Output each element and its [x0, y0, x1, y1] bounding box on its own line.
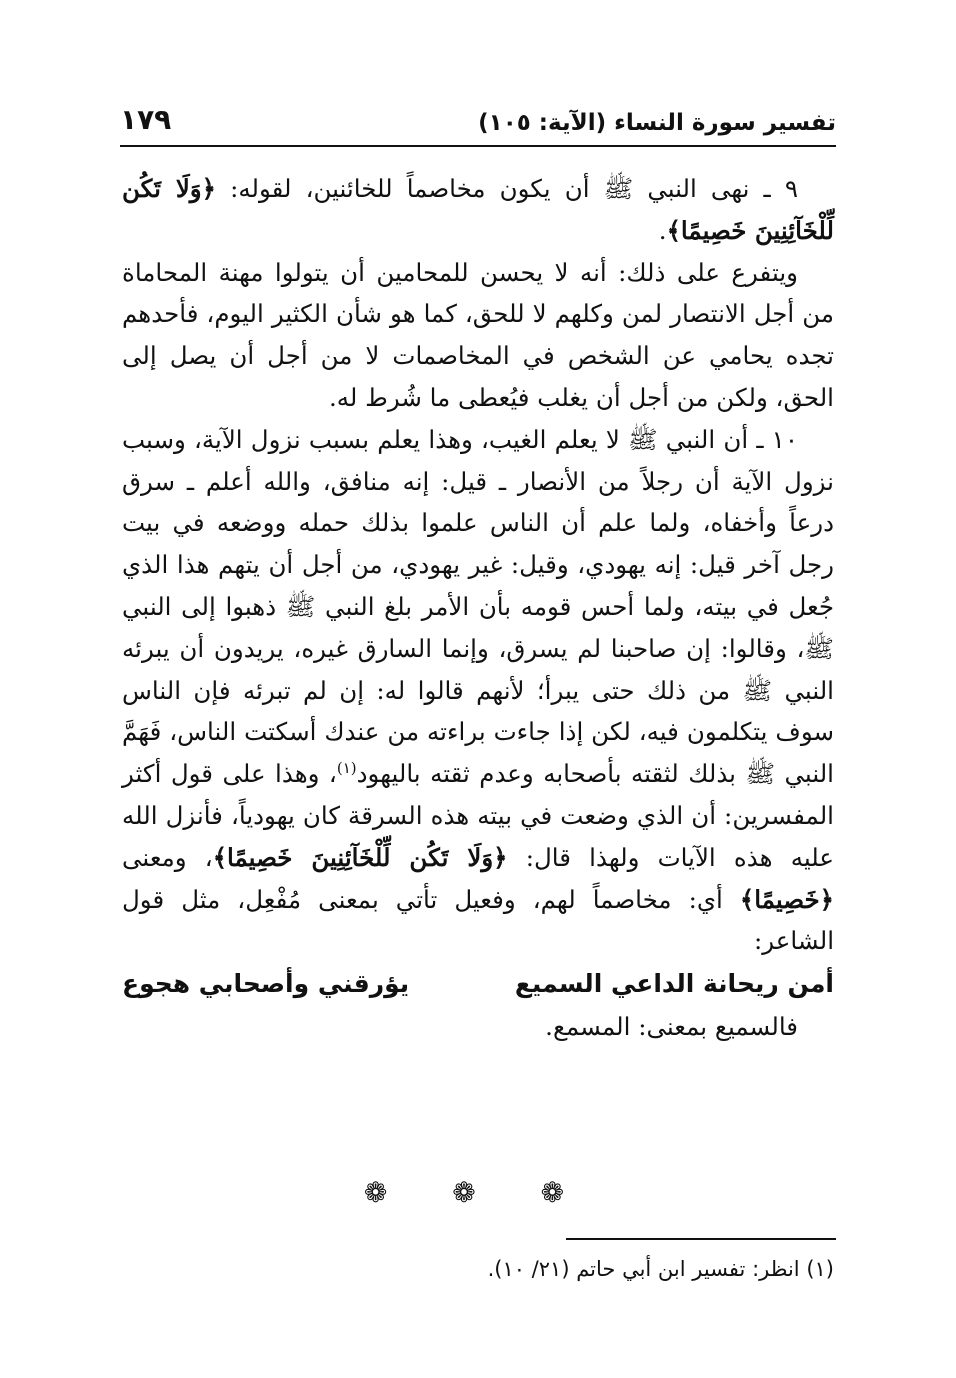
verse-second-hemistich: يؤرقني وأصحابي هجوع	[122, 969, 410, 999]
paragraph-text: ، وهذا على قول أكثر المفسرين: أن الذي وضعت في بيته هذه السرقة كان يهودياً، فأنزل الله عليه هذه الآيات ولهذا قال:	[122, 759, 834, 872]
header-title: تفسير سورة النساء (الآية: ١٠٥)	[478, 110, 836, 136]
footnote-marker: (١)	[336, 759, 357, 777]
main-text	[122, 168, 834, 1048]
paragraph-text: ، ومعنى	[122, 842, 213, 872]
footnote-divider	[566, 1238, 836, 1240]
paragraph-text: ويتفرع على ذلك: أنه لا يحسن للمحامين أن يتولوا مهنة المحاماة من أجل الانتصار لمن وكلهم لا للحق، كما هو شأن الكثير اليوم، فأحدهم تجده يحامي عن الشخص في المخاصمات لا من أجل أن يصل إلى الحق، ولكن من أجل أن يغلب فيُعطى ما شُرط له.	[122, 257, 834, 412]
header-divider	[120, 145, 836, 147]
paragraph-closing	[122, 1006, 834, 1048]
paragraph-point-10	[122, 419, 834, 962]
quran-quote: ﴿وَلَا تَكُن لِّلْخَآئِنِينَ خَصِيمًا﴾	[122, 174, 834, 245]
paragraph-text: ١٠ ـ أن النبي ﷺ لا يعلم الغيب، وهذا يعلم بسبب نزول الآية، وسبب نزول الآية أن رجلاً من الأنصار ـ قيل: إنه منافق، والله أعلم ـ سرق درعاً وأخفاه، ولما علم أن الناس علموا بذلك حمله ووضعه في بيت رجل آخر قيل: إنه يهودي، وقيل: غير يهودي، من أجل أن يتهم هذا الذي جُعل في بيته، ولما أحس قومه بأن الأمر بلغ النبي ﷺ ذهبوا إلى النبي ﷺ، وقالوا: إن صاحبنا لم يسرق، وإنما السارق غيره، يريدون أن يبرئه النبي ﷺ من ذلك حتى يبرأ؛ لأنهم قالوا له: إن لم تبرئه فإن الناس سوف يتكلمون فيه، لكن إذا جاءت براءته من عندك أسكتت الناس، فَهَمَّ النبي ﷺ بذلك لثقته بأصحابه وعدم ثقته باليهود	[122, 424, 834, 789]
paragraph-text: أي: مخاصماً لهم، وفعيل تأتي بمعنى مُفْعِل، مثل قول الشاعر:	[122, 884, 834, 956]
paragraph-text: ٩ ـ نهى النبي ﷺ أن يكون مخاصماً للخائنين، لقوله:	[230, 174, 798, 203]
punctuation: .	[658, 215, 667, 245]
section-separator-ornament: ❁ ❁ ❁	[363, 1176, 593, 1209]
page-number: ١٧٩	[120, 103, 172, 136]
poetry-verse	[122, 962, 834, 1006]
quran-quote: ﴿خَصِيمًا﴾	[739, 884, 834, 914]
paragraph-lawyers	[122, 252, 834, 419]
running-header	[120, 96, 836, 136]
verse-first-hemistich: أمن ريحانة الداعي السميع	[514, 969, 834, 999]
footnote: (١) انظر: تفسير ابن أبي حاتم (٢١/ ١٠).	[487, 1257, 834, 1281]
quran-quote: ﴿وَلَا تَكُن لِّلْخَآئِنِينَ خَصِيمًا﴾	[212, 842, 508, 872]
paragraph-point-9	[122, 168, 834, 252]
paragraph-text: فالسميع بمعنى: المسمع.	[545, 1012, 798, 1042]
